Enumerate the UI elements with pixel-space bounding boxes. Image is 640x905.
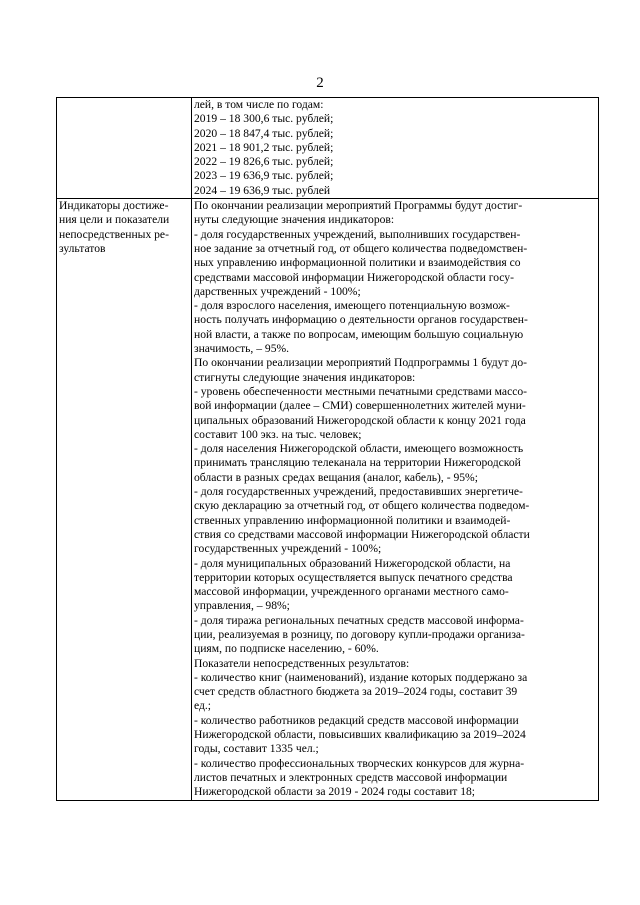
text-line: области в разных средах вещания (аналог, кабель), - 95%; <box>194 470 478 484</box>
text-line: вой информации (далее – СМИ) совершеннолетних жителей муни- <box>194 399 526 413</box>
text-line: массовой информации, учрежденного органами местного само- <box>194 585 509 599</box>
text-line: составит 100 экз. на тыс. человек; <box>194 427 362 441</box>
text-line: 2021 – 18 901,2 тыс. рублей; <box>194 140 334 154</box>
text-line: - количество работников редакций средств массовой информации <box>194 713 519 727</box>
text-line: - количество книг (наименований), издание которых поддержано за <box>194 670 528 684</box>
label-line: Индикаторы достиже- <box>59 199 169 213</box>
row-content-cell <box>192 199 599 800</box>
text-line: - доля тиража региональных печатных средств массовой информа- <box>194 613 524 627</box>
text-line: - количество профессиональных творческих конкурсов для журна- <box>194 756 525 770</box>
text-line: - доля государственных учреждений, предоставивших энергетиче- <box>194 485 523 499</box>
text-line: ципальных образований Нижегородской области к концу 2021 года <box>194 413 526 427</box>
table-row <box>57 199 599 800</box>
text-line: годы, составит 1335 чел.; <box>194 742 319 756</box>
text-line: По окончании реализации мероприятий Подпрограммы 1 будут до- <box>194 356 527 370</box>
text-line: Показатели непосредственных результатов: <box>194 656 410 670</box>
text-line: циям, по подписке населению, - 60%. <box>194 642 379 656</box>
text-line: дарственных учреждений - 100%; <box>194 284 361 298</box>
text-line: - доля государственных учреждений, выполнивших государствен- <box>194 227 521 241</box>
row-label-cell <box>57 199 192 800</box>
text-line: территории которых осуществляется выпуск печатного средства <box>194 570 513 584</box>
text-line: Нижегородской области, повысивших квалификацию за 2019–2024 <box>194 728 526 742</box>
text-line: 2023 – 19 636,9 тыс. рублей; <box>194 169 334 183</box>
text-line: По окончании реализации мероприятий Программы будут достиг- <box>194 199 523 213</box>
text-line: государственных учреждений - 100%; <box>194 542 382 556</box>
text-line: 2024 – 19 636,9 тыс. рублей <box>194 183 331 197</box>
text-line: нуты следующие значения индикаторов: <box>194 213 395 227</box>
table-row <box>57 98 599 199</box>
text-line: ед.; <box>194 699 212 713</box>
row-content-cell <box>192 98 599 199</box>
text-line: счет средств областного бюджета за 2019–2024 годы, составит 39 <box>194 685 518 699</box>
text-line: ных управлению информационной политики и взаимодействия со <box>194 256 521 270</box>
text-line: средствами массовой информации Нижегородской области госу- <box>194 270 514 284</box>
text-line: ствия со средствами массовой информации Нижегородской области <box>194 527 530 541</box>
page-number: 2 <box>316 75 324 91</box>
text-line: значимость, – 95%. <box>194 342 290 356</box>
text-line: ной власти, а также по вопросам, имеющим большую социальную <box>194 327 524 341</box>
text-line: 2019 – 18 300,6 тыс. рублей; <box>194 112 334 126</box>
text-line: ции, реализуемая в розницу, по договору купли-продажи организа- <box>194 627 525 641</box>
text-line: ственных управлению информационной политики и взаимодей- <box>194 513 511 527</box>
text-line: стигнуты следующие значения индикаторов: <box>194 370 416 384</box>
text-line: лей, в том числе по годам: <box>194 98 324 111</box>
text-line: - доля населения Нижегородской области, имеющего возможность <box>194 442 524 456</box>
text-line: - уровень обеспеченности местными печатными средствами массо- <box>194 384 528 398</box>
program-passport-table <box>56 97 599 801</box>
label-line: ния цели и показатели <box>59 213 170 227</box>
text-line: - доля муниципальных образований Нижегородской области, на <box>194 556 511 570</box>
text-line: управления, – 98%; <box>194 599 290 613</box>
text-line: принимать трансляцию телеканала на территории Нижегородской <box>194 456 521 470</box>
text-line: ность получать информацию о деятельности органов государствен- <box>194 313 528 327</box>
label-line: зультатов <box>59 241 106 255</box>
text-line: Нижегородской области за 2019 - 2024 годы составит 18; <box>194 785 476 799</box>
text-line: 2020 – 18 847,4 тыс. рублей; <box>194 126 334 140</box>
text-line: ное задание за отчетный год, от общего количества подведомствен- <box>194 241 528 255</box>
text-line: - доля взрослого населения, имеющего потенциальную возмож- <box>194 299 510 313</box>
text-line: 2022 – 19 826,6 тыс. рублей; <box>194 155 334 169</box>
text-line: скую декларацию за отчетный год, от общего количества подведом- <box>194 499 530 513</box>
label-line: непосредственных ре- <box>59 227 169 241</box>
row-label-cell <box>57 98 192 199</box>
text-line: листов печатных и электронных средств массовой информации <box>194 770 508 784</box>
